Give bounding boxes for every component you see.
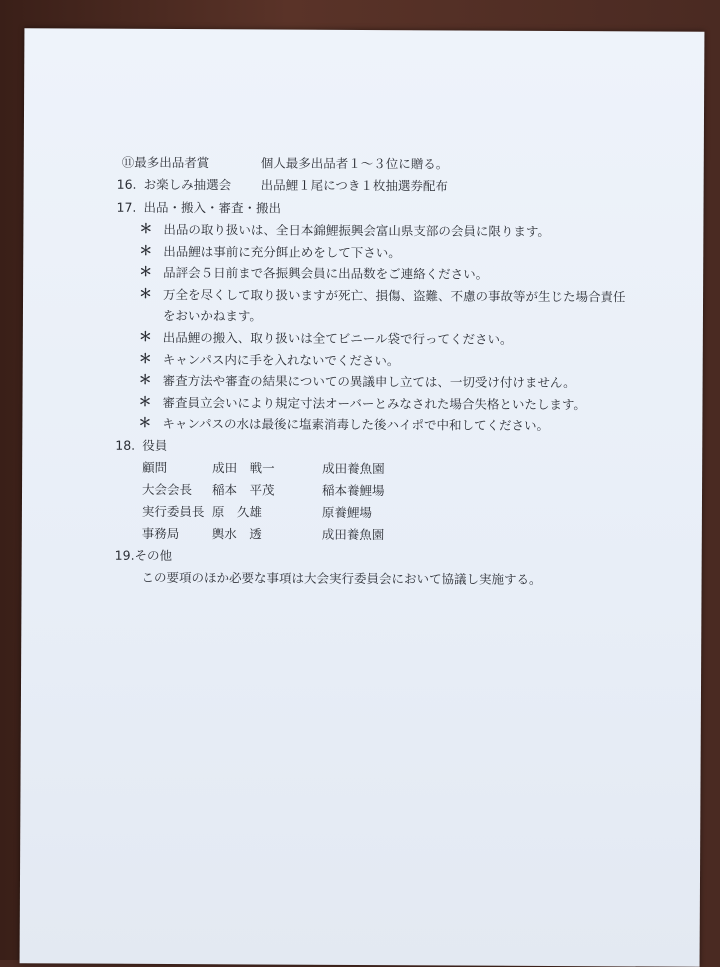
bullet-mark: ＊	[138, 329, 152, 345]
note-3: 品評会５日前まで各振興会員に出品数をご連絡ください。	[163, 264, 489, 282]
paper-sheet	[20, 28, 705, 967]
document-body	[20, 28, 705, 967]
bullet-mark: ＊	[139, 243, 153, 259]
item18-number: 18.	[115, 437, 136, 453]
officer-org: 成田養魚園	[321, 526, 385, 543]
officer-role: 顧問	[142, 459, 168, 475]
note-7: 審査方法や審査の結果についての異議申し立ては、一切受け付けません。	[162, 372, 576, 391]
item16-desc: 出品鯉１尾につき１枚抽選券配布	[260, 177, 448, 194]
bullet-mark: ＊	[139, 286, 153, 302]
note-5: 出品鯉の搬入、取り扱いは全てビニール袋で行ってください。	[162, 329, 513, 347]
item16-number: 16.	[116, 176, 137, 192]
officer-role: 大会会長	[142, 481, 193, 498]
officer-name: 稲本 平茂	[211, 482, 275, 498]
officer-name: 輿水 透	[211, 526, 262, 542]
bullet-mark: ＊	[138, 394, 152, 410]
item19-body: この要項のほか必要な事項は大会実行委員会において協議し実施する。	[141, 569, 542, 587]
note-8: 審査員立会いにより規定寸法オーバーとみなされた場合失格といたします。	[162, 394, 586, 413]
officer-role: 実行委員長	[141, 503, 205, 520]
officer-name: 原 久雄	[211, 504, 262, 520]
officer-org: 原養鯉場	[321, 504, 372, 521]
note-4-continued: をおいかねます。	[162, 307, 263, 324]
bullet-mark: ＊	[138, 372, 152, 388]
note-1: 出品の取り扱いは、全日本錦鯉振興会富山県支部の会員に限ります。	[163, 221, 550, 239]
award-desc: 個人最多出品者１～３位に贈る。	[260, 155, 449, 172]
item17-number: 17.	[116, 199, 137, 215]
note-9: キャンパスの水は最後に塩素消毒した後ハイポで中和してください。	[162, 415, 550, 433]
item19-title: 19.その他	[114, 547, 173, 564]
item18-title: 役員	[142, 437, 168, 453]
officer-name: 成田 戦一	[212, 460, 275, 476]
note-4: 万全を尽くして取り扱いますが死亡、損傷、盗難、不慮の事故等が生じた場合責任	[163, 286, 626, 305]
award-label: ⑪最多出品者賞	[121, 154, 210, 171]
note-2: 出品鯉は事前に充分餌止めをして下さい。	[163, 243, 401, 261]
officer-org: 稲本養鯉場	[321, 482, 385, 499]
note-6: キャンパス内に手を入れないでください。	[162, 351, 400, 369]
officer-role: 事務局	[141, 525, 180, 542]
bullet-mark: ＊	[139, 221, 153, 237]
officer-org: 成田養魚園	[322, 460, 385, 477]
bullet-mark: ＊	[139, 264, 153, 280]
item17-title: 出品・搬入・審査・搬出	[143, 199, 282, 216]
bullet-mark: ＊	[138, 415, 152, 431]
item16-title: お楽しみ抽選会	[143, 176, 232, 193]
bullet-mark: ＊	[138, 351, 152, 367]
